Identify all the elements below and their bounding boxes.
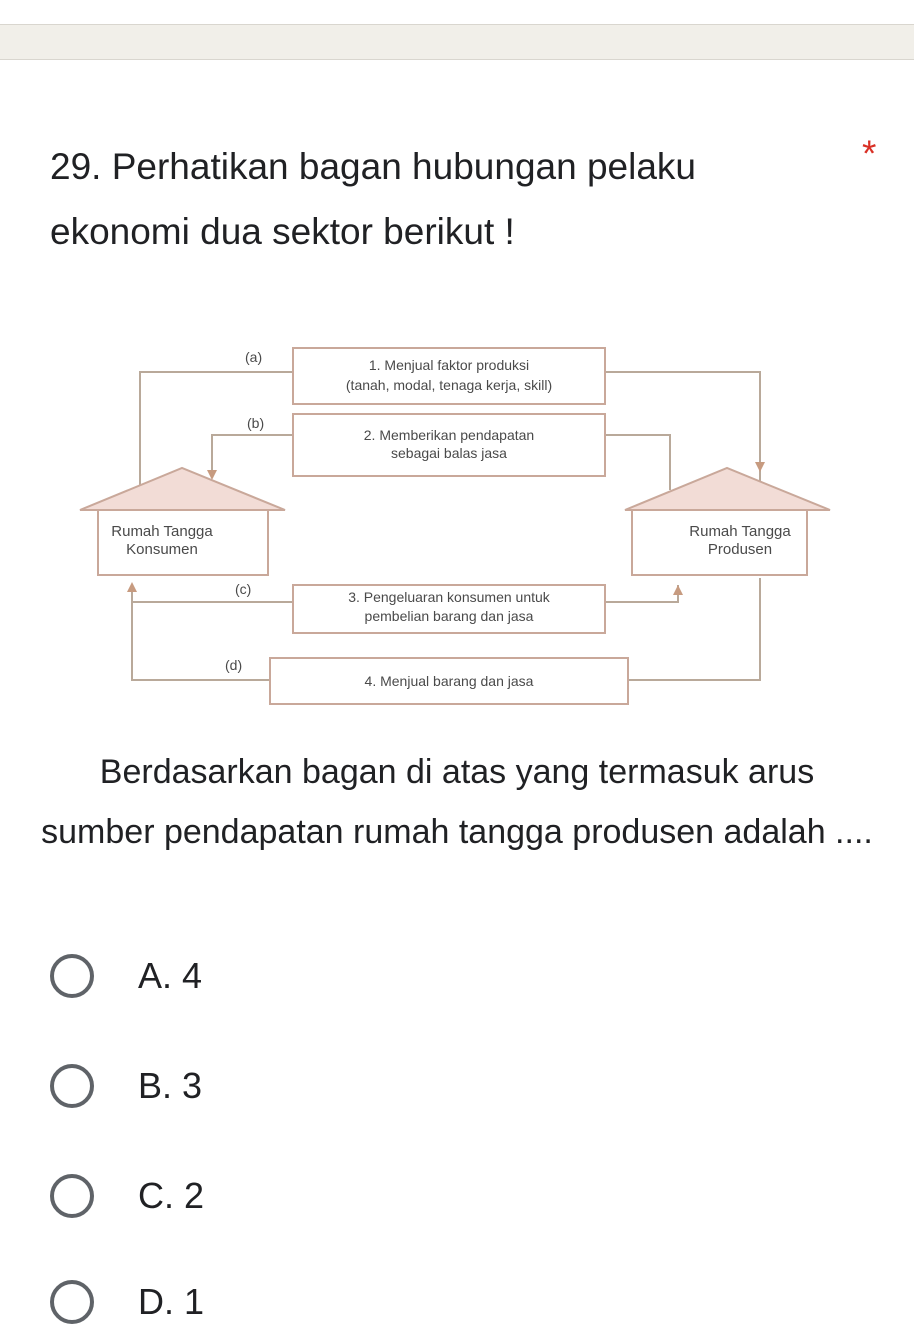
economic-flow-diagram	[60, 330, 850, 720]
box1-line1: 1. Menjual faktor produksi	[368, 357, 530, 373]
label-c: (c)	[235, 581, 252, 597]
option-d[interactable]	[50, 1272, 750, 1332]
question-title: 29. Perhatikan bagan hubungan pelaku ekonomi dua sektor berikut !	[50, 146, 696, 252]
radio-button-c[interactable]	[50, 1174, 94, 1218]
flow-line-c-right	[605, 585, 678, 602]
flow-line-d	[132, 585, 270, 680]
radio-button-d[interactable]	[50, 1280, 94, 1324]
option-c-label[interactable]: C. 2	[138, 1175, 205, 1216]
house-consumer-line1: Rumah Tangga	[111, 523, 213, 540]
house-consumer	[80, 468, 285, 575]
option-d-label[interactable]: D. 1	[138, 1281, 205, 1322]
option-a-label[interactable]: A. 4	[138, 955, 203, 996]
label-a: (a)	[245, 349, 263, 365]
house-producer	[625, 468, 830, 575]
label-d: (d)	[225, 657, 243, 673]
radio-button-a[interactable]	[50, 954, 94, 998]
top-strip	[0, 24, 914, 60]
flow-line-b	[212, 435, 293, 470]
label-b: (b)	[247, 415, 265, 431]
option-c[interactable]	[50, 1166, 750, 1226]
box2-line1: 2. Memberikan pendapatan	[363, 427, 535, 443]
flow-line-c	[132, 585, 293, 602]
flow-line-b-right	[605, 435, 670, 490]
option-a[interactable]	[50, 946, 750, 1006]
arrow-head	[673, 585, 683, 595]
box3-line1: 3. Pengeluaran konsumen untuk	[348, 589, 550, 605]
box4-line1: 4. Menjual barang dan jasa	[364, 673, 534, 689]
radio-button-b[interactable]	[50, 1064, 94, 1108]
flow-line-d-right	[628, 578, 760, 680]
question-description: Berdasarkan bagan di atas yang termasuk arus sumber pendapatan rumah tangga produsen adalah ....	[41, 753, 873, 851]
box2-line2: sebagai balas jasa	[391, 445, 507, 461]
box1-line2: (tanah, modal, tenaga kerja, skill)	[345, 377, 553, 393]
box3-line2: pembelian barang dan jasa	[364, 608, 534, 624]
house-consumer-line2: Konsumen	[126, 541, 198, 558]
arrow-head	[755, 462, 765, 472]
house-producer-line2: Produsen	[707, 541, 773, 558]
option-b-label[interactable]: B. 3	[138, 1065, 203, 1106]
arrow-head	[127, 582, 137, 592]
house-producer-line1: Rumah Tangga	[689, 523, 791, 540]
option-b[interactable]	[50, 1056, 750, 1116]
required-star: *	[862, 133, 877, 174]
